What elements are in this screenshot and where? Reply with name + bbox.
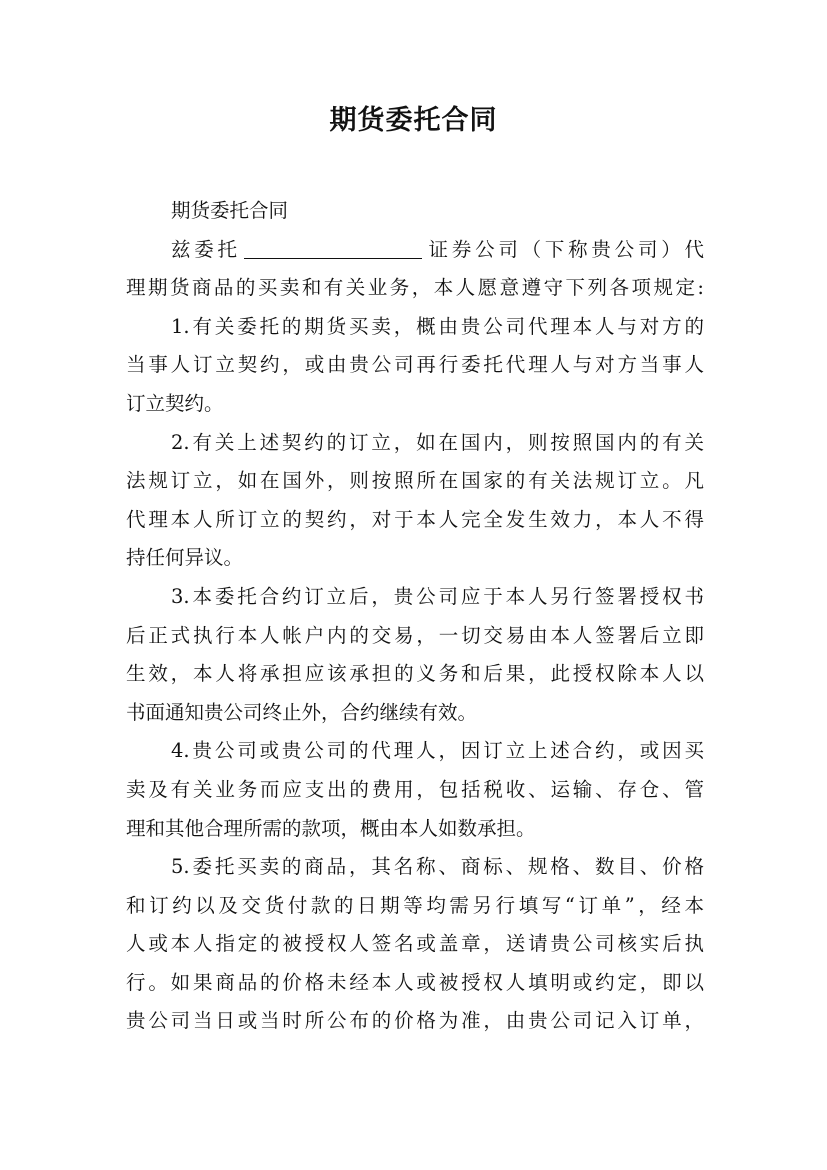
clause-2-line: 2.有关上述契约的订立，如在国内，则按照国内的有关 (171, 430, 704, 454)
clause-5-line: 人或本人指定的被授权人签名或盖章，送请贵公司核实后执 (126, 932, 704, 956)
intro-prefix: 兹委托 (171, 237, 241, 261)
intro-line-2: 理期货商品的买卖和有关业务，本人愿意遵守下列各项规定: (126, 276, 704, 300)
clause-1-line: 订立契约。 (126, 391, 224, 415)
document-body (126, 192, 704, 1041)
intro-suffix: 证券公司（下称贵公司）代 (424, 237, 704, 261)
clause-5-line: 行。如果商品的价格未经本人或被授权人填明或约定，即以 (126, 970, 704, 994)
clause-3-line: 书面通知贵公司终止外，合约继续有效。 (126, 700, 478, 724)
agent-name-blank (244, 234, 422, 259)
clause-2-line: 持任何异议。 (126, 546, 244, 570)
clause-3-line: 生效，本人将承担应该承担的义务和后果，此授权除本人以 (126, 662, 704, 686)
clause-4-line: 4.贵公司或贵公司的代理人，因订立上述合约，或因买 (171, 739, 704, 763)
clause-3-line: 3.本委托合约订立后，贵公司应于本人另行签署授权书 (171, 584, 704, 608)
clause-4-line: 理和其他合理所需的款项，概由本人如数承担。 (126, 816, 536, 840)
clause-2-line: 法规订立，如在国外，则按照所在国家的有关法规订立。凡 (126, 469, 704, 493)
clause-5-line: 贵公司当日或当时所公布的价格为准，由贵公司记入订单， (126, 1009, 704, 1033)
clause-4-line: 卖及有关业务而应支出的费用，包括税收、运输、存仓、管 (126, 777, 704, 801)
document-title: 期货委托合同 (329, 105, 498, 136)
intro-line-1 (126, 231, 704, 270)
clause-5-line: 和订约以及交货付款的日期等均需另行填写“订单”，经本 (126, 893, 704, 917)
clause-1-line: 当事人订立契约，或由贵公司再行委托代理人与对方当事人 (126, 353, 704, 377)
clause-5-line: 5.委托买卖的商品，其名称、商标、规格、数目、价格 (171, 855, 704, 879)
clause-1-line: 1.有关委托的期货买卖，概由贵公司代理本人与对方的 (171, 314, 704, 338)
clause-2-line: 代理本人所订立的契约，对于本人完全发生效力，本人不得 (126, 507, 704, 531)
clause-3-line: 后正式执行本人帐户内的交易，一切交易由本人签署后立即 (126, 623, 704, 647)
document-subtitle: 期货委托合同 (171, 199, 289, 222)
